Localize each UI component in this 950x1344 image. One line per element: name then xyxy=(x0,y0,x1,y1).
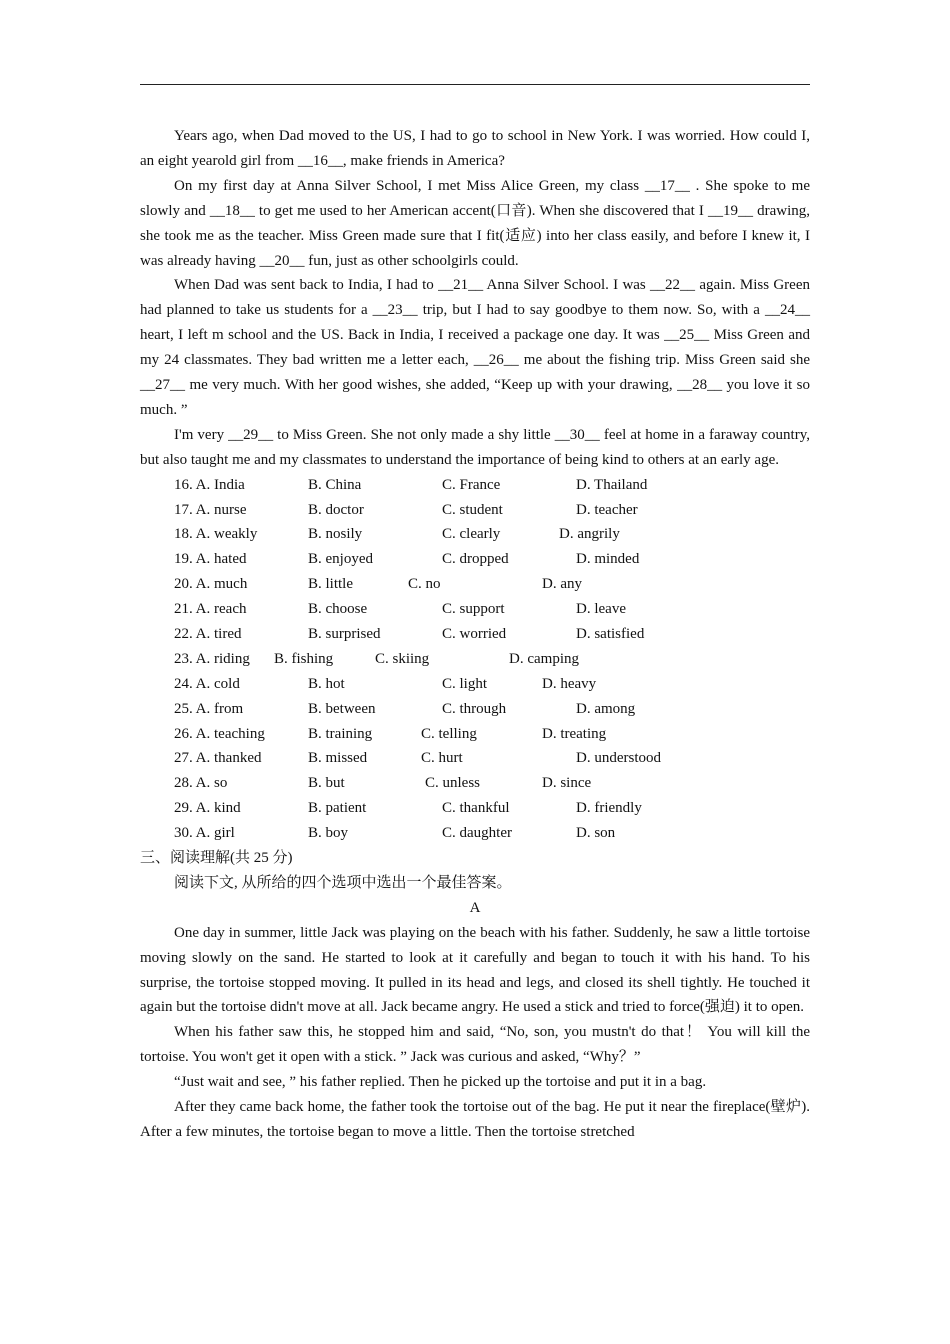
option-row-17 xyxy=(140,498,810,523)
option-d: D. angrily xyxy=(559,526,620,543)
option-a: 17. A. nurse xyxy=(174,501,247,518)
option-a: 24. A. cold xyxy=(174,675,240,692)
option-b: B. between xyxy=(308,700,376,717)
option-b: B. doctor xyxy=(308,501,364,518)
option-d: D. Thailand xyxy=(576,476,648,493)
option-row-19 xyxy=(140,547,810,572)
option-d: D. among xyxy=(576,700,636,717)
header-rule xyxy=(140,84,810,85)
option-row-16 xyxy=(140,473,810,498)
option-c: C. support xyxy=(442,601,505,618)
option-row-30 xyxy=(140,821,810,846)
option-c: C. thankful xyxy=(442,800,510,817)
option-a: 27. A. thanked xyxy=(174,750,262,767)
option-c: C. skiing xyxy=(375,650,430,667)
cloze-paragraph-3: When Dad was sent back to India, I had to __21__ Anna Silver School. I was __22__ again. Miss Green had planned to take us students for a __23__ trip, but I had to say goodbye to them now. So, with a __24__ heart, I left m school and the US. Back in India, I received a package one day. It was __25__ Miss Green and my 24 classmates. They bad written me a letter each, __26__ me about the fishing trip. Miss Green said she __27__ me very much. With her good wishes, she added, “Keep up with your drawing, __28__ you love it so much. ” xyxy=(140,277,810,418)
option-a: 16. A. India xyxy=(174,476,245,493)
reading-paragraph-4: After they came back home, the father took the tortoise out of the bag. He put it near the fireplace(壁炉). After a few minutes, the tortoise began to move a little. Then the tortoise stretched xyxy=(140,1099,810,1140)
option-a: 21. A. reach xyxy=(174,601,247,618)
content xyxy=(140,124,810,1145)
option-b: B. hot xyxy=(308,675,345,692)
option-row-22 xyxy=(140,622,810,647)
section-instruction: 阅读下文, 从所给的四个选项中选出一个最佳答案。 xyxy=(174,874,512,891)
option-a: 30. A. girl xyxy=(174,825,235,842)
option-a: 22. A. tired xyxy=(174,626,242,643)
option-c: C. worried xyxy=(442,626,507,643)
option-b: B. little xyxy=(308,576,353,593)
reading-paragraph-2: When his father saw this, he stopped him and said, “No, son, you mustn't do that！ You will kill the tortoise. You won't get it open with a stick. ” Jack was curious and asked, “Why？” xyxy=(140,1024,810,1066)
option-c: C. unless xyxy=(425,775,481,792)
option-d: D. satisfied xyxy=(576,626,645,643)
option-a: 23. A. riding xyxy=(174,650,250,667)
option-d: D. since xyxy=(542,775,592,792)
option-b: B. surprised xyxy=(308,626,381,643)
option-c: C. no xyxy=(408,576,441,593)
cloze-paragraph-4: I'm very __29__ to Miss Green. She not only made a shy little __30__ feel at home in a faraway country, but also taught me and my classmates to understand the importance of being kind to others at an early age. xyxy=(140,426,810,468)
option-b: B. patient xyxy=(308,800,367,817)
option-d: D. heavy xyxy=(542,675,597,692)
option-row-23 xyxy=(140,647,810,672)
option-row-27 xyxy=(140,746,810,771)
option-row-20 xyxy=(140,572,810,597)
option-b: B. training xyxy=(308,725,373,742)
option-row-29 xyxy=(140,796,810,821)
option-b: B. fishing xyxy=(274,650,334,667)
option-a: 18. A. weakly xyxy=(174,526,258,543)
option-d: D. teacher xyxy=(576,501,638,518)
option-row-25 xyxy=(140,697,810,722)
option-c: C. daughter xyxy=(442,825,512,842)
option-a: 28. A. so xyxy=(174,775,228,792)
option-c: C. dropped xyxy=(442,551,509,568)
option-b: B. missed xyxy=(308,750,368,767)
section-heading: 三、阅读理解(共 25 分) xyxy=(140,850,293,867)
option-d: D. leave xyxy=(576,601,626,618)
option-d: D. friendly xyxy=(576,800,642,817)
option-c: C. light xyxy=(442,675,488,692)
option-b: B. but xyxy=(308,775,345,792)
reading-paragraph-3: “Just wait and see, ” his father replied. Then he picked up the tortoise and put it in a bag. xyxy=(174,1074,707,1091)
option-b: B. nosily xyxy=(308,526,363,543)
options-list xyxy=(140,473,810,846)
option-c: C. student xyxy=(442,501,503,518)
cloze-paragraph-2: On my first day at Anna Silver School, I met Miss Alice Green, my class __17__ . She spoke to me slowly and __18__ to get me used to her American accent(口音). When she discovered that I __19__ drawing, she took me as the teacher. Miss Green made sure that I fit(适应) into her class easily, and before I knew it, I was already having __20__ fun, just as other schoolgirls could. xyxy=(140,177,810,269)
option-row-26 xyxy=(140,722,810,747)
option-d: D. any xyxy=(542,576,582,593)
option-c: C. clearly xyxy=(442,526,501,543)
reading-paragraph-1: One day in summer, little Jack was playing on the beach with his father. Suddenly, he saw a little tortoise moving slowly on the sand. He started to look at it carefully and began to touch it with his hand. To his surprise, the tortoise stopped moving. It pulled in its head and legs, and closed its shell tightly. He touched it again but the tortoise didn't move at all. Jack became angry. He used a stick and tried to force(强迫) it to open. xyxy=(140,924,810,1016)
option-d: D. son xyxy=(576,825,616,842)
option-b: B. choose xyxy=(308,601,368,618)
option-d: D. treating xyxy=(542,725,607,742)
option-row-24 xyxy=(140,672,810,697)
option-row-28 xyxy=(140,771,810,796)
option-b: B. China xyxy=(308,476,362,493)
option-row-18 xyxy=(140,522,810,547)
option-d: D. understood xyxy=(576,750,661,767)
option-c: C. telling xyxy=(421,725,477,742)
option-a: 25. A. from xyxy=(174,700,244,717)
part-label: A xyxy=(469,899,481,916)
option-c: C. through xyxy=(442,700,507,717)
option-b: B. enjoyed xyxy=(308,551,373,568)
option-c: C. France xyxy=(442,476,501,493)
option-a: 26. A. teaching xyxy=(174,725,265,742)
option-a: 29. A. kind xyxy=(174,800,241,817)
option-c: C. hurt xyxy=(421,750,463,767)
option-a: 20. A. much xyxy=(174,576,248,593)
option-row-21 xyxy=(140,597,810,622)
option-d: D. minded xyxy=(576,551,640,568)
option-b: B. boy xyxy=(308,825,349,842)
cloze-paragraph-1: Years ago, when Dad moved to the US, I had to go to school in New York. I was worried. How could I, an eight yearold girl from __16__, make friends in America? xyxy=(140,128,810,169)
option-a: 19. A. hated xyxy=(174,551,247,568)
option-d: D. camping xyxy=(509,650,579,667)
